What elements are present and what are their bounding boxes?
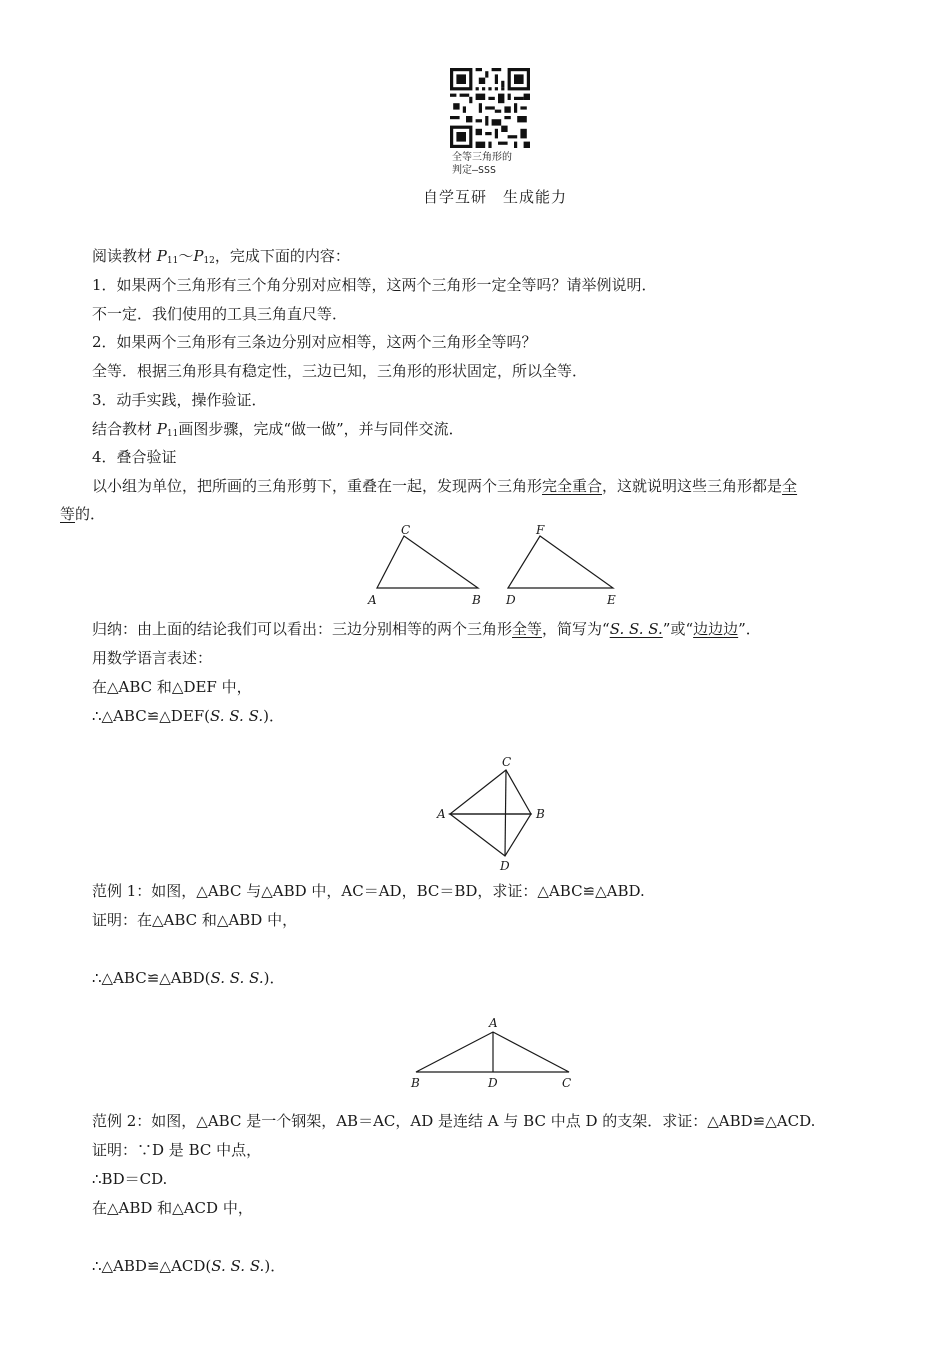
vertex-label-b: B xyxy=(536,807,545,821)
conclusion-sss: S. S. S. xyxy=(211,1257,265,1275)
conclusion-tail: )． xyxy=(263,969,285,987)
page-range-tilde: ～ xyxy=(178,247,194,265)
qr-caption xyxy=(452,151,552,177)
example-2-proof: 证明：∵D 是 BC 中点， xyxy=(92,1141,262,1159)
answer-3-page-sub: 11 xyxy=(166,429,179,439)
conclusion-tail: )． xyxy=(263,707,284,725)
vertex-label-d: D xyxy=(506,593,516,607)
conclusion-text: ∴△ABC≌△ABD( xyxy=(92,969,211,987)
conclusion-text: ∴△ABC≌△DEF( xyxy=(92,707,211,725)
answer-4-tail: 的． xyxy=(75,505,106,523)
answer-blank-congruent-part2: 等 xyxy=(60,505,76,523)
vertex-label-b: B xyxy=(411,1076,420,1090)
conclusion-sss: S. S. S. xyxy=(210,707,264,725)
question-1: 1．如果两个三角形有三个角分别对应相等，这两个三角形一定全等吗？请举例说明． xyxy=(92,276,657,294)
vertex-label-c: C xyxy=(401,523,411,537)
vertex-label-d: D xyxy=(500,859,510,873)
conclusion-text: ∴△ABD≌△ACD( xyxy=(92,1257,212,1275)
section-title: 自学互研 生成能力 xyxy=(422,188,567,206)
summary-abbrev-text: ，简写为“ xyxy=(542,620,610,638)
answer-4-mid: ，这就说明这些三角形都是 xyxy=(602,477,783,495)
answer-blank-congruent-part1: 全 xyxy=(782,477,798,495)
vertex-label-c: C xyxy=(502,755,512,769)
answer-blank-coincide: 完全重合 xyxy=(542,477,603,495)
example-2-conclusion xyxy=(92,1255,285,1277)
answer-3-tail: 画图步骤，完成“做一做”，并与同伴交流． xyxy=(178,420,464,438)
vertex-label-a: A xyxy=(368,593,377,607)
example-1-statement: 范例 1：如图，△ABC 与△ABD 中，AC＝AD，BC＝BD，求证：△ABC≌△ABD. xyxy=(92,882,645,900)
answer-2: 全等．根据三角形具有稳定性，三边已知，三角形的形状固定，所以全等． xyxy=(92,362,588,380)
page-ref-end: P xyxy=(193,247,204,265)
summary-blank-congruent: 全等 xyxy=(512,620,543,638)
math-language-label: 用数学语言表述： xyxy=(92,649,213,667)
triangle-def xyxy=(508,536,613,588)
qr-caption-line2: 判定—SSS xyxy=(452,165,497,176)
triangle-abd-lower xyxy=(450,814,531,856)
page-ref-end-sub: 12 xyxy=(203,256,215,266)
example-1-proof: 证明：在△ABC 和△ABD 中， xyxy=(92,911,298,929)
summary-text: 归纳：由上面的结论我们可以看出：三边分别相等的两个三角形 xyxy=(92,620,513,638)
conclusion-sss: S. S. S. xyxy=(210,969,264,987)
question-2: 2．如果两个三角形有三条边分别对应相等，这两个三角形全等吗？ xyxy=(92,333,537,351)
segment-cd xyxy=(505,770,506,856)
answer-1: 不一定．我们使用的工具三角直尺等． xyxy=(92,305,348,323)
answer-3 xyxy=(92,418,464,445)
vertex-label-a: A xyxy=(489,1016,498,1030)
figure-kite-abcd xyxy=(430,752,560,878)
answer-3-page: P xyxy=(156,420,167,438)
in-triangles-abc-def: 在△ABC 和△DEF 中， xyxy=(92,678,252,696)
page-ref-start-sub: 11 xyxy=(166,256,179,266)
conclusion-abc-def xyxy=(92,705,284,727)
triangle-abc-upper xyxy=(450,770,531,814)
reading-intro-tail: ，完成下面的内容： xyxy=(214,247,350,265)
vertex-label-a: A xyxy=(437,807,446,821)
vertex-label-b: B xyxy=(472,593,481,607)
vertex-label-c: C xyxy=(562,1076,572,1090)
summary-or-text: ”或“ xyxy=(662,620,694,638)
reading-intro-text: 阅读教材 xyxy=(92,247,157,265)
figure-isosceles-triangle xyxy=(400,1012,590,1092)
summary-blank-side-side-side: 边边边 xyxy=(693,620,739,638)
answer-3-text: 结合教材 xyxy=(92,420,157,438)
question-3: 3．动手实践，操作验证． xyxy=(92,391,267,409)
vertex-label-e: E xyxy=(607,593,616,607)
figure-two-triangles xyxy=(360,522,630,612)
summary-blank-sss: S. S. S. xyxy=(609,620,663,638)
answer-4-line1 xyxy=(92,475,797,497)
answer-4-text: 以小组为单位，把所画的三角形剪下，重叠在一起，发现两个三角形 xyxy=(92,477,543,495)
vertex-label-f: F xyxy=(536,523,545,537)
qr-code-icon[interactable] xyxy=(450,68,530,148)
example-1-conclusion xyxy=(92,967,284,989)
summary-line xyxy=(92,618,761,640)
vertex-label-d: D xyxy=(488,1076,498,1090)
question-4: 4．叠合验证 xyxy=(92,448,177,466)
triangle-abc xyxy=(377,536,478,588)
reading-intro xyxy=(92,245,350,272)
qr-caption-line1: 全等三角形的 xyxy=(452,152,512,163)
page-ref-start: P xyxy=(156,247,167,265)
conclusion-tail: )． xyxy=(264,1257,286,1275)
summary-tail: ”． xyxy=(738,620,761,638)
example-2-statement: 范例 2：如图，△ABC 是一个钢架，AB＝AC，AD 是连结 A 与 BC 中点 D 的支架．求证：△ABD≌△ACD. xyxy=(92,1112,816,1130)
example-2-step: ∴BD＝CD. xyxy=(92,1170,168,1188)
answer-4-line2 xyxy=(60,503,105,525)
example-2-in-triangles: 在△ABD 和△ACD 中， xyxy=(92,1199,253,1217)
